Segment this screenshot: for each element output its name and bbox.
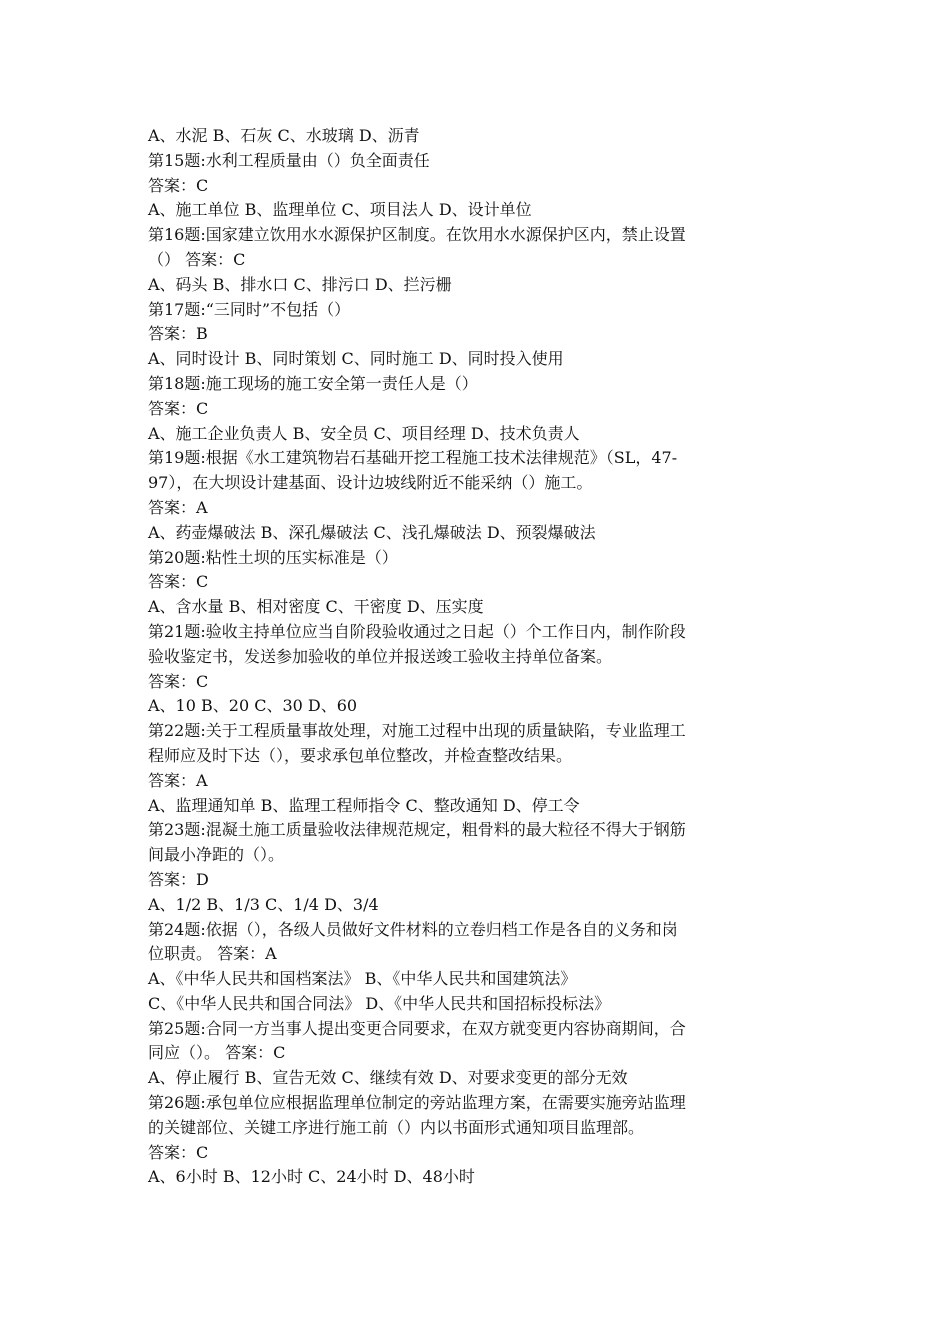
text-line: 第16题:国家建立饮用水水源保护区制度。在饮用水水源保护区内，禁止设置 — [148, 225, 686, 245]
text-line: 位职责。 答案：A — [148, 944, 277, 964]
text-line: 第20题:粘性土坝的压实标准是（） — [148, 547, 398, 567]
text-line: 答案：C — [148, 398, 209, 418]
text-line: 第17题:“三同时”不包括（） — [148, 299, 351, 319]
text-line: 第26题:承包单位应根据监理单位制定的旁站监理方案，在需要实施旁站监理 — [148, 1093, 686, 1113]
document-body — [148, 124, 808, 1190]
text-line: 间最小净距的（）。 — [148, 845, 285, 865]
text-line: A、监理通知单 B、监理工程师指令 C、整改通知 D、停工令 — [148, 795, 580, 815]
text-line: 答案：A — [148, 497, 208, 517]
text-line: 答案：C — [148, 671, 209, 691]
text-line: C、《中华人民共和国合同法》 D、《中华人民共和国招标投标法》 — [148, 993, 611, 1013]
text-line: 第15题:水利工程质量由（）负全面责任 — [148, 150, 430, 170]
text-line: 第22题:关于工程质量事故处理，对施工过程中出现的质量缺陷，专业监理工 — [148, 721, 686, 741]
text-line: A、含水量 B、相对密度 C、干密度 D、压实度 — [148, 597, 484, 617]
text-line: 第23题:混凝土施工质量验收法律规范规定，粗骨料的最大粒径不得大于钢筋 — [148, 820, 686, 840]
text-line: A、水泥 B、石灰 C、水玻璃 D、沥青 — [148, 126, 420, 145]
text-line: A、施工企业负责人 B、安全员 C、项目经理 D、技术负责人 — [148, 423, 580, 443]
text-line: 的关键部位、关键工序进行施工前（）内以书面形式通知项目监理部。 — [148, 1117, 645, 1137]
text-line: 答案：C — [148, 1142, 209, 1162]
text-line: 答案：D — [148, 869, 209, 889]
text-line: A、同时设计 B、同时策划 C、同时施工 D、同时投入使用 — [148, 349, 564, 369]
text-line: 答案：C — [148, 175, 209, 195]
text-line: 97），在大坝设计建基面、设计边坡线附近不能采纳（）施工。 — [148, 473, 593, 493]
text-line: A、药壶爆破法 B、深孔爆破法 C、浅孔爆破法 D、预裂爆破法 — [148, 522, 596, 542]
text-line: A、码头 B、排水口 C、排污口 D、拦污栅 — [148, 274, 452, 294]
text-line: 答案：C — [148, 572, 209, 592]
text-line: 答案：A — [148, 770, 208, 790]
text-line: 第19题:根据《水工建筑物岩石基础开挖工程施工技术法律规范》（SL，47- — [148, 448, 678, 468]
text-line: A、6小时 B、12小时 C、24小时 D、48小时 — [148, 1167, 475, 1187]
text-line: 答案：B — [148, 324, 208, 344]
text-line: A、施工单位 B、监理单位 C、项目法人 D、设计单位 — [148, 200, 532, 220]
text-line: A、10 B、20 C、30 D、60 — [148, 696, 358, 716]
text-line: 第25题:合同一方当事人提出变更合同要求，在双方就变更内容协商期间，合 — [148, 1018, 686, 1038]
text-line: 程师应及时下达（），要求承包单位整改，并检查整改结果。 — [148, 745, 573, 765]
text-line: 第24题:依据（），各级人员做好文件材料的立卷归档工作是各自的义务和岗 — [148, 919, 678, 939]
text-line: 第21题:验收主持单位应当自阶段验收通过之日起（）个工作日内，制作阶段 — [148, 621, 686, 641]
text-line: 同应（）。 答案：C — [148, 1043, 286, 1063]
text-line: （） 答案：C — [148, 249, 246, 269]
text-line: 第18题:施工现场的施工安全第一责任人是（） — [148, 373, 478, 393]
text-line: A、《中华人民共和国档案法》 B、《中华人民共和国建筑法》 — [148, 969, 577, 989]
text-line: 验收鉴定书，发送参加验收的单位并报送竣工验收主持单位备案。 — [148, 646, 613, 666]
text-line: A、停止履行 B、宣告无效 C、继续有效 D、对要求变更的部分无效 — [148, 1068, 628, 1088]
text-line: A、1/2 B、1/3 C、1/4 D、3/4 — [148, 894, 379, 914]
